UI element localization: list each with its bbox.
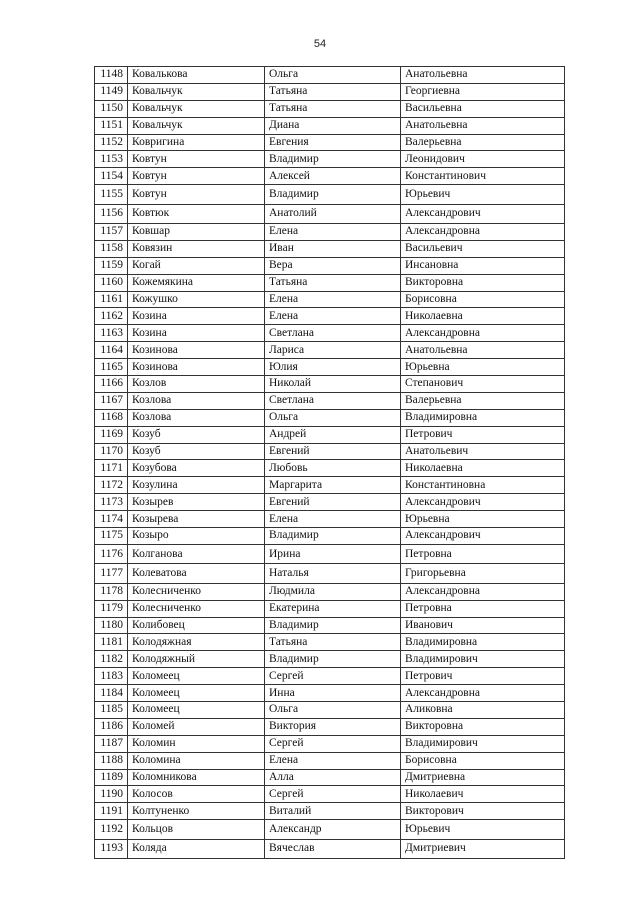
table-row <box>95 460 565 477</box>
row-number-cell: 1181 <box>95 634 128 651</box>
patronymic-cell: Викторовна <box>401 718 565 735</box>
last-name-cell: Коломин <box>128 735 265 752</box>
table-row <box>95 477 565 494</box>
patronymic-cell: Константинович <box>401 168 565 185</box>
row-number-cell: 1177 <box>95 564 128 583</box>
first-name-cell: Николай <box>265 376 401 393</box>
row-number-cell: 1182 <box>95 651 128 668</box>
patronymic-cell: Васильевна <box>401 100 565 117</box>
first-name-cell: Елена <box>265 752 401 769</box>
last-name-cell: Колодяжный <box>128 651 265 668</box>
row-number-cell: 1165 <box>95 359 128 376</box>
first-name-cell: Иван <box>265 240 401 257</box>
patronymic-cell: Викторович <box>401 803 565 820</box>
table-row <box>95 392 565 409</box>
table-row <box>95 117 565 134</box>
row-number-cell: 1156 <box>95 204 128 223</box>
row-number-cell: 1192 <box>95 820 128 839</box>
row-number-cell: 1187 <box>95 735 128 752</box>
table-row <box>95 769 565 786</box>
table-row <box>95 752 565 769</box>
first-name-cell: Александр <box>265 820 401 839</box>
first-name-cell: Ирина <box>265 544 401 563</box>
patronymic-cell: Петрович <box>401 426 565 443</box>
patronymic-cell: Валерьевна <box>401 134 565 151</box>
row-number-cell: 1151 <box>95 117 128 134</box>
row-number-cell: 1178 <box>95 583 128 600</box>
last-name-cell: Козуб <box>128 426 265 443</box>
patronymic-cell: Александровна <box>401 224 565 241</box>
row-number-cell: 1160 <box>95 274 128 291</box>
patronymic-cell: Александровна <box>401 325 565 342</box>
row-number-cell: 1180 <box>95 617 128 634</box>
patronymic-cell: Иванович <box>401 617 565 634</box>
patronymic-cell: Анатольевна <box>401 342 565 359</box>
first-name-cell: Владимир <box>265 185 401 204</box>
row-number-cell: 1153 <box>95 151 128 168</box>
row-number-cell: 1168 <box>95 409 128 426</box>
patronymic-cell: Григорьевна <box>401 564 565 583</box>
patronymic-cell: Владимировна <box>401 634 565 651</box>
last-name-cell: Козлов <box>128 376 265 393</box>
row-number-cell: 1188 <box>95 752 128 769</box>
row-number-cell: 1159 <box>95 257 128 274</box>
first-name-cell: Сергей <box>265 735 401 752</box>
patronymic-cell: Анатольевна <box>401 117 565 134</box>
first-name-cell: Анатолий <box>265 204 401 223</box>
row-number-cell: 1155 <box>95 185 128 204</box>
patronymic-cell: Петрович <box>401 668 565 685</box>
table-row <box>95 528 565 545</box>
last-name-cell: Ковригина <box>128 134 265 151</box>
first-name-cell: Людмила <box>265 583 401 600</box>
last-name-cell: Коломей <box>128 718 265 735</box>
row-number-cell: 1152 <box>95 134 128 151</box>
last-name-cell: Ковтун <box>128 151 265 168</box>
row-number-cell: 1169 <box>95 426 128 443</box>
patronymic-cell: Александрович <box>401 204 565 223</box>
table-row <box>95 820 565 839</box>
table-row <box>95 544 565 563</box>
first-name-cell: Елена <box>265 224 401 241</box>
table-row <box>95 564 565 583</box>
table-row <box>95 185 565 204</box>
row-number-cell: 1174 <box>95 511 128 528</box>
first-name-cell: Маргарита <box>265 477 401 494</box>
table-row <box>95 359 565 376</box>
table-row <box>95 600 565 617</box>
row-number-cell: 1185 <box>95 701 128 718</box>
row-number-cell: 1171 <box>95 460 128 477</box>
table-row <box>95 342 565 359</box>
table-row <box>95 511 565 528</box>
first-name-cell: Алексей <box>265 168 401 185</box>
first-name-cell: Андрей <box>265 426 401 443</box>
table-row <box>95 204 565 223</box>
roster-table-body <box>95 67 565 859</box>
patronymic-cell: Дмитриевна <box>401 769 565 786</box>
row-number-cell: 1149 <box>95 83 128 100</box>
patronymic-cell: Борисовна <box>401 752 565 769</box>
patronymic-cell: Александрович <box>401 528 565 545</box>
last-name-cell: Кольцов <box>128 820 265 839</box>
patronymic-cell: Александрович <box>401 494 565 511</box>
last-name-cell: Колесниченко <box>128 583 265 600</box>
patronymic-cell: Александровна <box>401 583 565 600</box>
last-name-cell: Колибовец <box>128 617 265 634</box>
last-name-cell: Коломеец <box>128 685 265 702</box>
patronymic-cell: Юрьевич <box>401 185 565 204</box>
row-number-cell: 1154 <box>95 168 128 185</box>
table-row <box>95 291 565 308</box>
last-name-cell: Козубова <box>128 460 265 477</box>
table-row <box>95 274 565 291</box>
table-row <box>95 224 565 241</box>
last-name-cell: Козлова <box>128 409 265 426</box>
patronymic-cell: Константиновна <box>401 477 565 494</box>
patronymic-cell: Анатольевич <box>401 443 565 460</box>
last-name-cell: Ковальчук <box>128 117 265 134</box>
first-name-cell: Юлия <box>265 359 401 376</box>
last-name-cell: Ковтюк <box>128 204 265 223</box>
first-name-cell: Елена <box>265 511 401 528</box>
table-row <box>95 67 565 84</box>
last-name-cell: Ковязин <box>128 240 265 257</box>
last-name-cell: Козулина <box>128 477 265 494</box>
last-name-cell: Ковтун <box>128 185 265 204</box>
first-name-cell: Наталья <box>265 564 401 583</box>
table-row <box>95 409 565 426</box>
last-name-cell: Коломеец <box>128 701 265 718</box>
patronymic-cell: Юрьевна <box>401 511 565 528</box>
patronymic-cell: Николаевна <box>401 308 565 325</box>
table-row <box>95 735 565 752</box>
table-row <box>95 134 565 151</box>
row-number-cell: 1189 <box>95 769 128 786</box>
table-row <box>95 668 565 685</box>
first-name-cell: Сергей <box>265 668 401 685</box>
table-row <box>95 325 565 342</box>
row-number-cell: 1163 <box>95 325 128 342</box>
patronymic-cell: Георгиевна <box>401 83 565 100</box>
last-name-cell: Колосов <box>128 786 265 803</box>
table-row <box>95 308 565 325</box>
first-name-cell: Инна <box>265 685 401 702</box>
first-name-cell: Евгения <box>265 134 401 151</box>
table-row <box>95 685 565 702</box>
first-name-cell: Вера <box>265 257 401 274</box>
first-name-cell: Владимир <box>265 528 401 545</box>
patronymic-cell: Борисовна <box>401 291 565 308</box>
row-number-cell: 1162 <box>95 308 128 325</box>
patronymic-cell: Петровна <box>401 600 565 617</box>
last-name-cell: Ковтун <box>128 168 265 185</box>
row-number-cell: 1179 <box>95 600 128 617</box>
table-row <box>95 494 565 511</box>
patronymic-cell: Анатольевна <box>401 67 565 84</box>
patronymic-cell: Инсановна <box>401 257 565 274</box>
row-number-cell: 1158 <box>95 240 128 257</box>
table-row <box>95 634 565 651</box>
first-name-cell: Светлана <box>265 325 401 342</box>
row-number-cell: 1161 <box>95 291 128 308</box>
last-name-cell: Козина <box>128 308 265 325</box>
last-name-cell: Козинова <box>128 342 265 359</box>
table-row <box>95 786 565 803</box>
table-row <box>95 839 565 858</box>
row-number-cell: 1186 <box>95 718 128 735</box>
patronymic-cell: Валерьевна <box>401 392 565 409</box>
last-name-cell: Колтуненко <box>128 803 265 820</box>
table-row <box>95 583 565 600</box>
page-number: 54 <box>313 38 327 50</box>
row-number-cell: 1176 <box>95 544 128 563</box>
row-number-cell: 1190 <box>95 786 128 803</box>
patronymic-cell: Александровна <box>401 685 565 702</box>
first-name-cell: Диана <box>265 117 401 134</box>
first-name-cell: Виталий <box>265 803 401 820</box>
first-name-cell: Алла <box>265 769 401 786</box>
row-number-cell: 1166 <box>95 376 128 393</box>
patronymic-cell: Владимирович <box>401 735 565 752</box>
row-number-cell: 1167 <box>95 392 128 409</box>
first-name-cell: Евгений <box>265 494 401 511</box>
row-number-cell: 1172 <box>95 477 128 494</box>
table-row <box>95 617 565 634</box>
table-row <box>95 376 565 393</box>
last-name-cell: Козырев <box>128 494 265 511</box>
row-number-cell: 1157 <box>95 224 128 241</box>
row-number-cell: 1191 <box>95 803 128 820</box>
row-number-cell: 1148 <box>95 67 128 84</box>
last-name-cell: Колесниченко <box>128 600 265 617</box>
table-row <box>95 100 565 117</box>
last-name-cell: Колеватова <box>128 564 265 583</box>
first-name-cell: Любовь <box>265 460 401 477</box>
table-row <box>95 718 565 735</box>
first-name-cell: Владимир <box>265 617 401 634</box>
row-number-cell: 1175 <box>95 528 128 545</box>
first-name-cell: Елена <box>265 291 401 308</box>
first-name-cell: Владимир <box>265 151 401 168</box>
last-name-cell: Ковальчук <box>128 100 265 117</box>
last-name-cell: Козуб <box>128 443 265 460</box>
first-name-cell: Татьяна <box>265 634 401 651</box>
table-row <box>95 443 565 460</box>
table-row <box>95 701 565 718</box>
first-name-cell: Ольга <box>265 409 401 426</box>
last-name-cell: Кожушко <box>128 291 265 308</box>
first-name-cell: Татьяна <box>265 83 401 100</box>
row-number-cell: 1193 <box>95 839 128 858</box>
first-name-cell: Сергей <box>265 786 401 803</box>
first-name-cell: Екатерина <box>265 600 401 617</box>
last-name-cell: Коломникова <box>128 769 265 786</box>
patronymic-cell: Владимирович <box>401 651 565 668</box>
first-name-cell: Ольга <box>265 701 401 718</box>
table-row <box>95 257 565 274</box>
row-number-cell: 1150 <box>95 100 128 117</box>
patronymic-cell: Леонидович <box>401 151 565 168</box>
last-name-cell: Ковшар <box>128 224 265 241</box>
last-name-cell: Козырева <box>128 511 265 528</box>
table-row <box>95 151 565 168</box>
first-name-cell: Лариса <box>265 342 401 359</box>
first-name-cell: Светлана <box>265 392 401 409</box>
table-row <box>95 651 565 668</box>
last-name-cell: Колодяжная <box>128 634 265 651</box>
last-name-cell: Кожемякина <box>128 274 265 291</box>
last-name-cell: Козыро <box>128 528 265 545</box>
last-name-cell: Козлова <box>128 392 265 409</box>
patronymic-cell: Владимировна <box>401 409 565 426</box>
first-name-cell: Татьяна <box>265 100 401 117</box>
row-number-cell: 1170 <box>95 443 128 460</box>
first-name-cell: Татьяна <box>265 274 401 291</box>
row-number-cell: 1183 <box>95 668 128 685</box>
table-row <box>95 240 565 257</box>
last-name-cell: Козинова <box>128 359 265 376</box>
row-number-cell: 1164 <box>95 342 128 359</box>
patronymic-cell: Николаевна <box>401 460 565 477</box>
patronymic-cell: Юрьевич <box>401 820 565 839</box>
patronymic-cell: Аликовна <box>401 701 565 718</box>
last-name-cell: Коломеец <box>128 668 265 685</box>
last-name-cell: Когай <box>128 257 265 274</box>
patronymic-cell: Петровна <box>401 544 565 563</box>
first-name-cell: Владимир <box>265 651 401 668</box>
table-row <box>95 426 565 443</box>
table-row <box>95 803 565 820</box>
first-name-cell: Евгений <box>265 443 401 460</box>
first-name-cell: Виктория <box>265 718 401 735</box>
patronymic-cell: Степанович <box>401 376 565 393</box>
patronymic-cell: Николаевич <box>401 786 565 803</box>
last-name-cell: Ковальчук <box>128 83 265 100</box>
roster-table <box>94 66 565 859</box>
table-row <box>95 168 565 185</box>
last-name-cell: Коляда <box>128 839 265 858</box>
patronymic-cell: Васильевич <box>401 240 565 257</box>
first-name-cell: Елена <box>265 308 401 325</box>
patronymic-cell: Викторовна <box>401 274 565 291</box>
patronymic-cell: Дмитриевич <box>401 839 565 858</box>
row-number-cell: 1184 <box>95 685 128 702</box>
last-name-cell: Ковалькова <box>128 67 265 84</box>
last-name-cell: Коломина <box>128 752 265 769</box>
first-name-cell: Ольга <box>265 67 401 84</box>
row-number-cell: 1173 <box>95 494 128 511</box>
table-row <box>95 83 565 100</box>
last-name-cell: Козина <box>128 325 265 342</box>
patronymic-cell: Юрьевна <box>401 359 565 376</box>
last-name-cell: Колганова <box>128 544 265 563</box>
first-name-cell: Вячеслав <box>265 839 401 858</box>
